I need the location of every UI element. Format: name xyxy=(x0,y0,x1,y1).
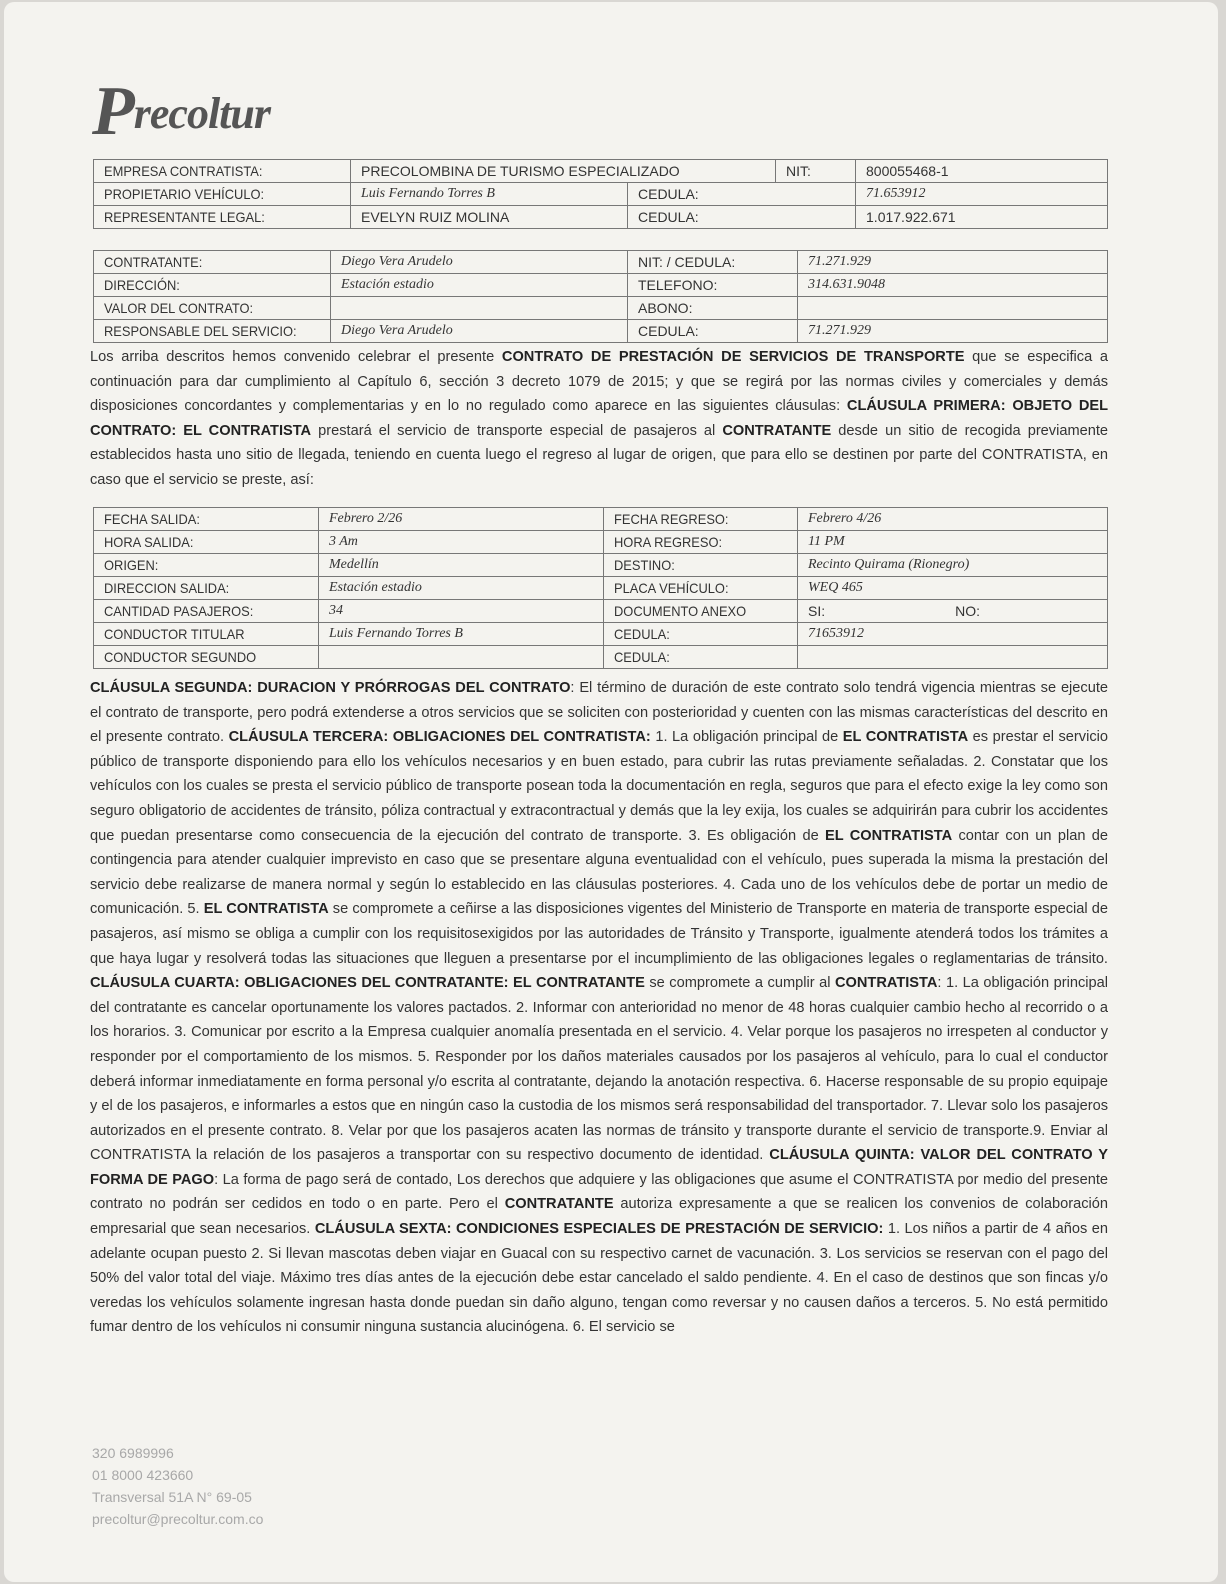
trip-label: HORA SALIDA: xyxy=(94,531,319,554)
trip-label: FECHA SALIDA: xyxy=(94,508,319,531)
trip-label: DOCUMENTO ANEXO xyxy=(604,600,798,623)
clause-text: : La forma de pago será de contado, Los derechos que adquiere y las obligaciones que asume el CONTRATISTA por medio del presente contrato no podrán ser cedidos en todo o en parte. Pero el xyxy=(90,1171,1108,1213)
trip-row xyxy=(94,646,1108,669)
clause-text: : El término de duración de este contrato solo tendrá vigencia mientras se ejecute el contrato de transporte, pero podrá extenderse a otros servicios que se soliciten con posterioridad y cuenten con las mismas características del descrito en el presente contrato. xyxy=(90,680,1108,746)
contratante-value: Diego Vera Arudelo xyxy=(331,251,628,274)
abono-label: ABONO: xyxy=(628,297,798,320)
valor-value xyxy=(331,297,628,320)
propietario-cedula-value: 71.653912 xyxy=(856,183,1108,206)
clause-text: es prestar el servicio público de transporte disponiendo para ello los vehículos necesarios y en buen estado, para cubrir las rutas previamente señaladas. 2. Constatar que los vehículos con los cuales se presta el servicio público de transporte posean toda la documentación en regla, seguros que para el efecto exige la ley como son seguro obligatorio de accidentes de tránsito, póliza contractual y extracontractual y demás que la ley exija, los cuales se adquirirán para cubrir los accidentes que puedan presentarse como consecuencia de la ejecución del contrato de transporte. 3. Es obligación de xyxy=(90,729,1108,844)
trip-value: Febrero 2/26 xyxy=(319,508,604,531)
client-nit-value: 71.271.929 xyxy=(798,251,1108,274)
bold-clause-text: EL CONTRATISTA xyxy=(842,729,969,746)
bold-clause-text: CLÁUSULA SEGUNDA: DURACION Y PRÓRROGAS DEL CONTRATO xyxy=(90,680,571,696)
trip-label: CONDUCTOR TITULAR xyxy=(94,623,319,646)
trip-label: PLACA VEHÍCULO: xyxy=(604,577,798,600)
trip-value xyxy=(798,646,1108,669)
bold-clause-text: CLÁUSULA TERCERA: OBLIGACIONES DEL CONTRATISTA: xyxy=(228,729,651,746)
trip-label: DIRECCION SALIDA: xyxy=(94,577,319,600)
client-nit-label: NIT: / CEDULA: xyxy=(628,251,798,274)
trip-label: DESTINO: xyxy=(604,554,798,577)
representante-cedula-label: CEDULA: xyxy=(628,206,856,229)
direccion-label: DIRECCIÓN: xyxy=(94,274,331,297)
trip-row xyxy=(94,554,1108,577)
bold-clause-text: CONTRATANTE xyxy=(504,1196,614,1213)
direccion-value: Estación estadio xyxy=(331,274,628,297)
propietario-cedula-label: CEDULA: xyxy=(628,183,856,206)
responsable-value: Diego Vera Arudelo xyxy=(331,320,628,343)
propietario-value: Luis Fernando Torres B xyxy=(351,183,628,206)
trip-label: ORIGEN: xyxy=(94,554,319,577)
trip-value: 34 xyxy=(319,600,604,623)
clause-text: que se especifica a continuación para dar cumplimiento al Capítulo 6, sección 3 decreto 1079 de 2015; y que se regirá por las normas civiles y comerciales y demás disposiciones concordantes y complementarias y en lo no regulado como aparece en las siguientes cláusulas: xyxy=(90,349,1108,415)
trip-value: 3 Am xyxy=(319,531,604,554)
trip-value: 11 PM xyxy=(798,531,1108,554)
bold-clause-text: CLÁUSULA QUINTA: VALOR DEL CONTRATO Y FORMA DE PAGO xyxy=(90,1147,1109,1188)
clause-text: desde un sitio de recogida previamente establecidos hasta uno sitio de llegada, teniendo en cuenta luego el regreso al lugar de origen, que para ello se destinen por parte del CONTRATISTA, en caso que el servicio se preste, así: xyxy=(90,422,1109,488)
trip-row xyxy=(94,600,1108,623)
telefono-label: TELEFONO: xyxy=(628,274,798,297)
client-table xyxy=(93,250,1108,343)
empresa-value: PRECOLOMBINA DE TURISMO ESPECIALIZADO xyxy=(351,160,776,183)
trip-label: HORA REGRESO: xyxy=(604,531,798,554)
clause-text: se compromete a ceñirse a las disposiciones vigentes del Ministerio de Transporte en materia de transporte especial de pasajeros, así mismo se obliga a cumplir con los requisitosexigidos por las autoridades de Tránsito y Transporte, igualmente atenderá todos los trámites a que haya lugar y resolverá todas las situaciones que lleguen a presentarse por el incumplimiento de las obligaciones legales o reglamentarias de tránsito. xyxy=(90,901,1108,967)
responsable-label: RESPONSABLE DEL SERVICIO: xyxy=(94,320,331,343)
footer-phone: 320 6989996 xyxy=(92,1445,174,1461)
clause-text: 1. Los niños a partir de 4 años en adelante ocupan puesto 2. Si llevan mascotas deben viajar en Guacal con su respectivo carnet de vacunación. 3. Los servicios se reservan con el pago del 50% del valor total del viaje. Máximo tres días antes de la ejecución debe estar cancelado el saldo pendiente. 4. En el caso de destinos que son fincas y/o veredas los vehículos solamente ingresan hasta donde puedan sin daño alguno, tengan como reversar y no causen daños a terceros. 5. No está permitido fumar dentro de los vehículos ni consumir ninguna sustancia alucinógena. 6. El servicio se xyxy=(90,1221,1108,1336)
clause-text: 1. La obligación principal de xyxy=(650,729,843,746)
trip-label: CEDULA: xyxy=(604,623,798,646)
no-option[interactable]: NO: xyxy=(955,603,981,619)
contract-clauses-paragraph xyxy=(90,676,1108,1340)
clause-text: Los arriba descritos hemos convenido celebrar el presente xyxy=(90,349,502,365)
bold-clause-text: CLÁUSULA CUARTA: OBLIGACIONES DEL CONTRATANTE: EL CONTRATANTE xyxy=(90,975,645,992)
nit-value: 800055468-1 xyxy=(856,160,1108,183)
trip-details-table xyxy=(93,507,1108,669)
propietario-label: PROPIETARIO VEHÍCULO: xyxy=(94,183,351,206)
clause-text: autoriza expresamente a que se realicen los convenios de colaboración empresarial que sean necesarios. xyxy=(90,1196,1109,1238)
representante-cedula-value: 1.017.922.671 xyxy=(856,206,1108,229)
valor-label: VALOR DEL CONTRATO: xyxy=(94,297,331,320)
trip-value: Estación estadio xyxy=(319,577,604,600)
bold-clause-text: EL CONTRATISTA xyxy=(825,827,953,844)
contract-intro-paragraph xyxy=(90,345,1108,493)
footer-address: Transversal 51A N° 69-05 xyxy=(92,1489,252,1505)
bold-clause-text: CLÁUSULA PRIMERA: OBJETO DEL CONTRATO: EL CONTRATISTA xyxy=(90,398,1109,439)
trip-row xyxy=(94,531,1108,554)
trip-value: WEQ 465 xyxy=(798,577,1108,600)
contratante-label: CONTRATANTE: xyxy=(94,251,331,274)
trip-value: Febrero 4/26 xyxy=(798,508,1108,531)
clause-text: contar con un plan de contingencia para atender cualquier imprevisto en caso que se presentare alguna eventualidad con el vehículo, pues superada la misma la prestación del servicio debe realizarse de manera normal y según lo establecido en las cláusulas posteriores. 4. Cada uno de los vehículos debe de portar un medio de comunicación. 5. xyxy=(90,827,1108,918)
company-logo: Precoltur xyxy=(92,73,270,150)
bold-clause-text: CLÁUSULA SEXTA: CONDICIONES ESPECIALES DE PRESTACIÓN DE SERVICIO: xyxy=(314,1221,884,1238)
si-option[interactable]: SI: xyxy=(808,603,826,619)
company-footer xyxy=(92,1442,263,1530)
bold-clause-text: EL CONTRATISTA xyxy=(203,901,329,918)
clause-text: : 1. La obligación principal del contratante es cancelar oportunamente los valores pactados. 2. Informar con anterioridad no menor de 48 horas cualquier cambio hecho al recorrido o a los horarios. 3. Comunicar por escrito a la Empresa cualquier anomalía presentada en el servicio. 4. Velar porque los pasajeros no irrespeten al conductor y responder por el comportamiento de los mismos. 5. Responder por los daños materiales causados por los pasajeros al vehículo, para lo cual el conductor deberá informar inmediatamente en forma personal y/o escrita al contratante, dejando la anotación respectiva. 6. Hacerse responsable de su propio equipaje y el de los pasajeros, e informarles a estos que en ningún caso la custodia de los mismos será responsabilidad del transportador. 7. Llevar solo los pasajeros autorizados en el presente contrato. 8. Velar por que los pasajeros acaten las normas de tránsito y transporte durante el servicio de transporte.9. Enviar al CONTRATISTA la relación de los pasajeros a transportar con su respectivo documento de identidad. xyxy=(90,975,1108,1164)
trip-row xyxy=(94,577,1108,600)
footer-toll-free: 01 8000 423660 xyxy=(92,1467,194,1483)
company-table xyxy=(93,159,1108,229)
footer-email[interactable]: precoltur@precoltur.com.co xyxy=(92,1511,264,1527)
clause-text: prestará el servicio de transporte especial de pasajeros al xyxy=(311,422,723,439)
trip-label: FECHA REGRESO: xyxy=(604,508,798,531)
abono-value xyxy=(798,297,1108,320)
bold-clause-text: CONTRATO DE PRESTACIÓN DE SERVICIOS DE TRANSPORTE xyxy=(501,349,965,365)
trip-value: 71653912 xyxy=(798,623,1108,646)
documento-anexo-options xyxy=(798,600,1108,623)
trip-row xyxy=(94,623,1108,646)
empresa-label: EMPRESA CONTRATISTA: xyxy=(94,160,351,183)
responsable-cedula-label: CEDULA: xyxy=(628,320,798,343)
representante-value: EVELYN RUIZ MOLINA xyxy=(351,206,628,229)
trip-value: Luis Fernando Torres B xyxy=(319,623,604,646)
trip-value: Recinto Quirama (Rionegro) xyxy=(798,554,1108,577)
trip-label: CEDULA: xyxy=(604,646,798,669)
trip-label: CONDUCTOR SEGUNDO xyxy=(94,646,319,669)
nit-label: NIT: xyxy=(776,160,856,183)
trip-label: CANTIDAD PASAJEROS: xyxy=(94,600,319,623)
trip-value: Medellín xyxy=(319,554,604,577)
bold-clause-text: CONTRATANTE xyxy=(722,422,832,439)
responsable-cedula-value: 71.271.929 xyxy=(798,320,1108,343)
bold-clause-text: CONTRATISTA xyxy=(834,975,938,992)
clause-text: se compromete a cumplir al xyxy=(644,975,835,992)
telefono-value: 314.631.9048 xyxy=(798,274,1108,297)
trip-value xyxy=(319,646,604,669)
representante-label: REPRESENTANTE LEGAL: xyxy=(94,206,351,229)
trip-row xyxy=(94,508,1108,531)
